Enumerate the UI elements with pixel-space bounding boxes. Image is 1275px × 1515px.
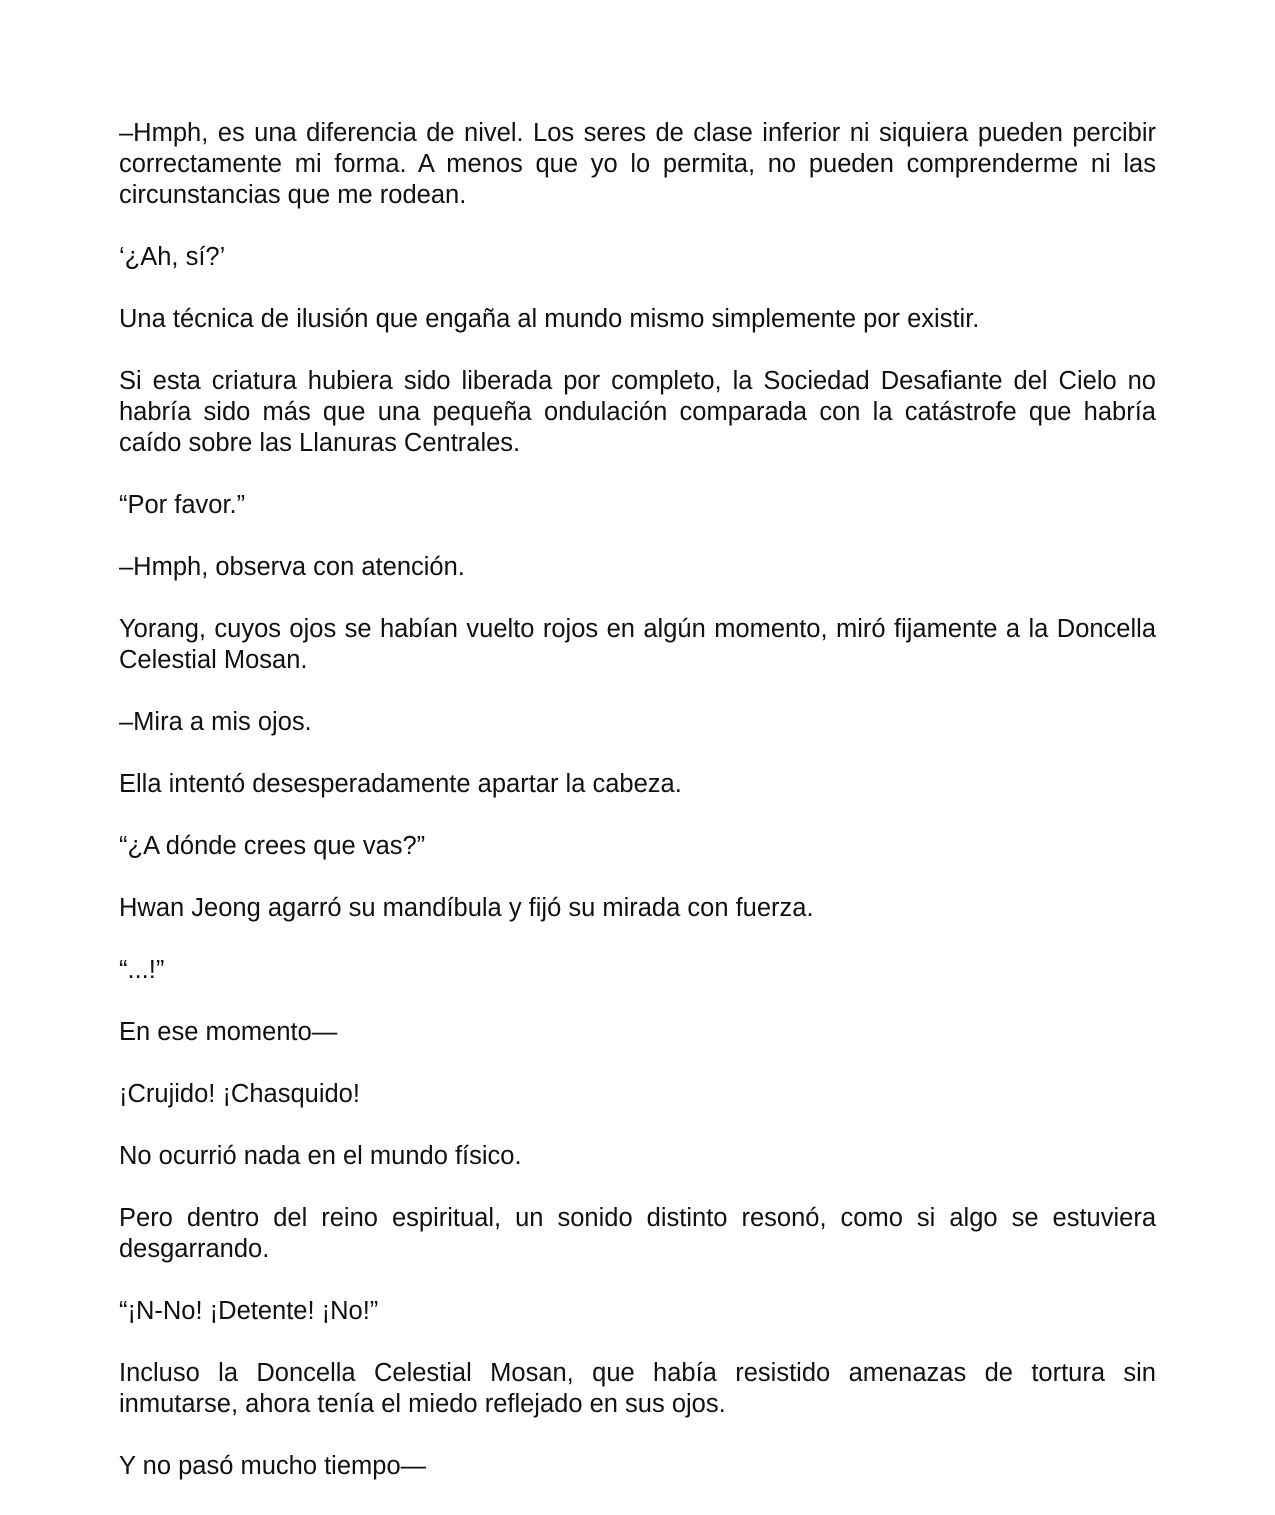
paragraph: ¡Crujido! ¡Chasquido!	[119, 1080, 360, 1108]
document-body	[119, 118, 1156, 1482]
paragraph: Una técnica de ilusión que engaña al mundo mismo simplemente por existir.	[119, 305, 980, 333]
paragraph: Incluso la Doncella Celestial Mosan, que había resistido amenazas de tortura sin inmutarse, ahora tenía el miedo reflejado en sus ojos.	[119, 1359, 1156, 1418]
paragraph: Hwan Jeong agarró su mandíbula y fijó su mirada con fuerza.	[119, 894, 814, 922]
paragraph: –Hmph, observa con atención.	[119, 553, 465, 581]
paragraph: En ese momento—	[119, 1018, 338, 1046]
paragraph: Y no pasó mucho tiempo—	[119, 1452, 427, 1480]
paragraph: “Por favor.”	[119, 491, 246, 519]
paragraph: Yorang, cuyos ojos se habían vuelto rojos en algún momento, miró fijamente a la Doncella Celestial Mosan.	[119, 615, 1156, 674]
paragraph: No ocurrió nada en el mundo físico.	[119, 1142, 522, 1170]
paragraph: Pero dentro del reino espiritual, un sonido distinto resonó, como si algo se estuviera desgarrando.	[119, 1204, 1156, 1263]
paragraph: –Mira a mis ojos.	[119, 708, 312, 736]
paragraph: “¿A dónde crees que vas?”	[119, 832, 426, 860]
paragraph: ‘¿Ah, sí?’	[119, 243, 226, 271]
paragraph: “...!”	[119, 956, 165, 984]
paragraph: –Hmph, es una diferencia de nivel. Los seres de clase inferior ni siquiera pueden percibir correctamente mi forma. A menos que yo lo permita, no pueden comprenderme ni las circunstancias que me rodean.	[119, 119, 1156, 209]
paragraph: Ella intentó desesperadamente apartar la cabeza.	[119, 770, 682, 798]
paragraph: “¡N-No! ¡Detente! ¡No!”	[119, 1297, 379, 1325]
paragraph: Si esta criatura hubiera sido liberada por completo, la Sociedad Desafiante del Cielo no habría sido más que una pequeña ondulación comparada con la catástrofe que habría caído sobre las Llanuras Centrales.	[119, 367, 1156, 457]
